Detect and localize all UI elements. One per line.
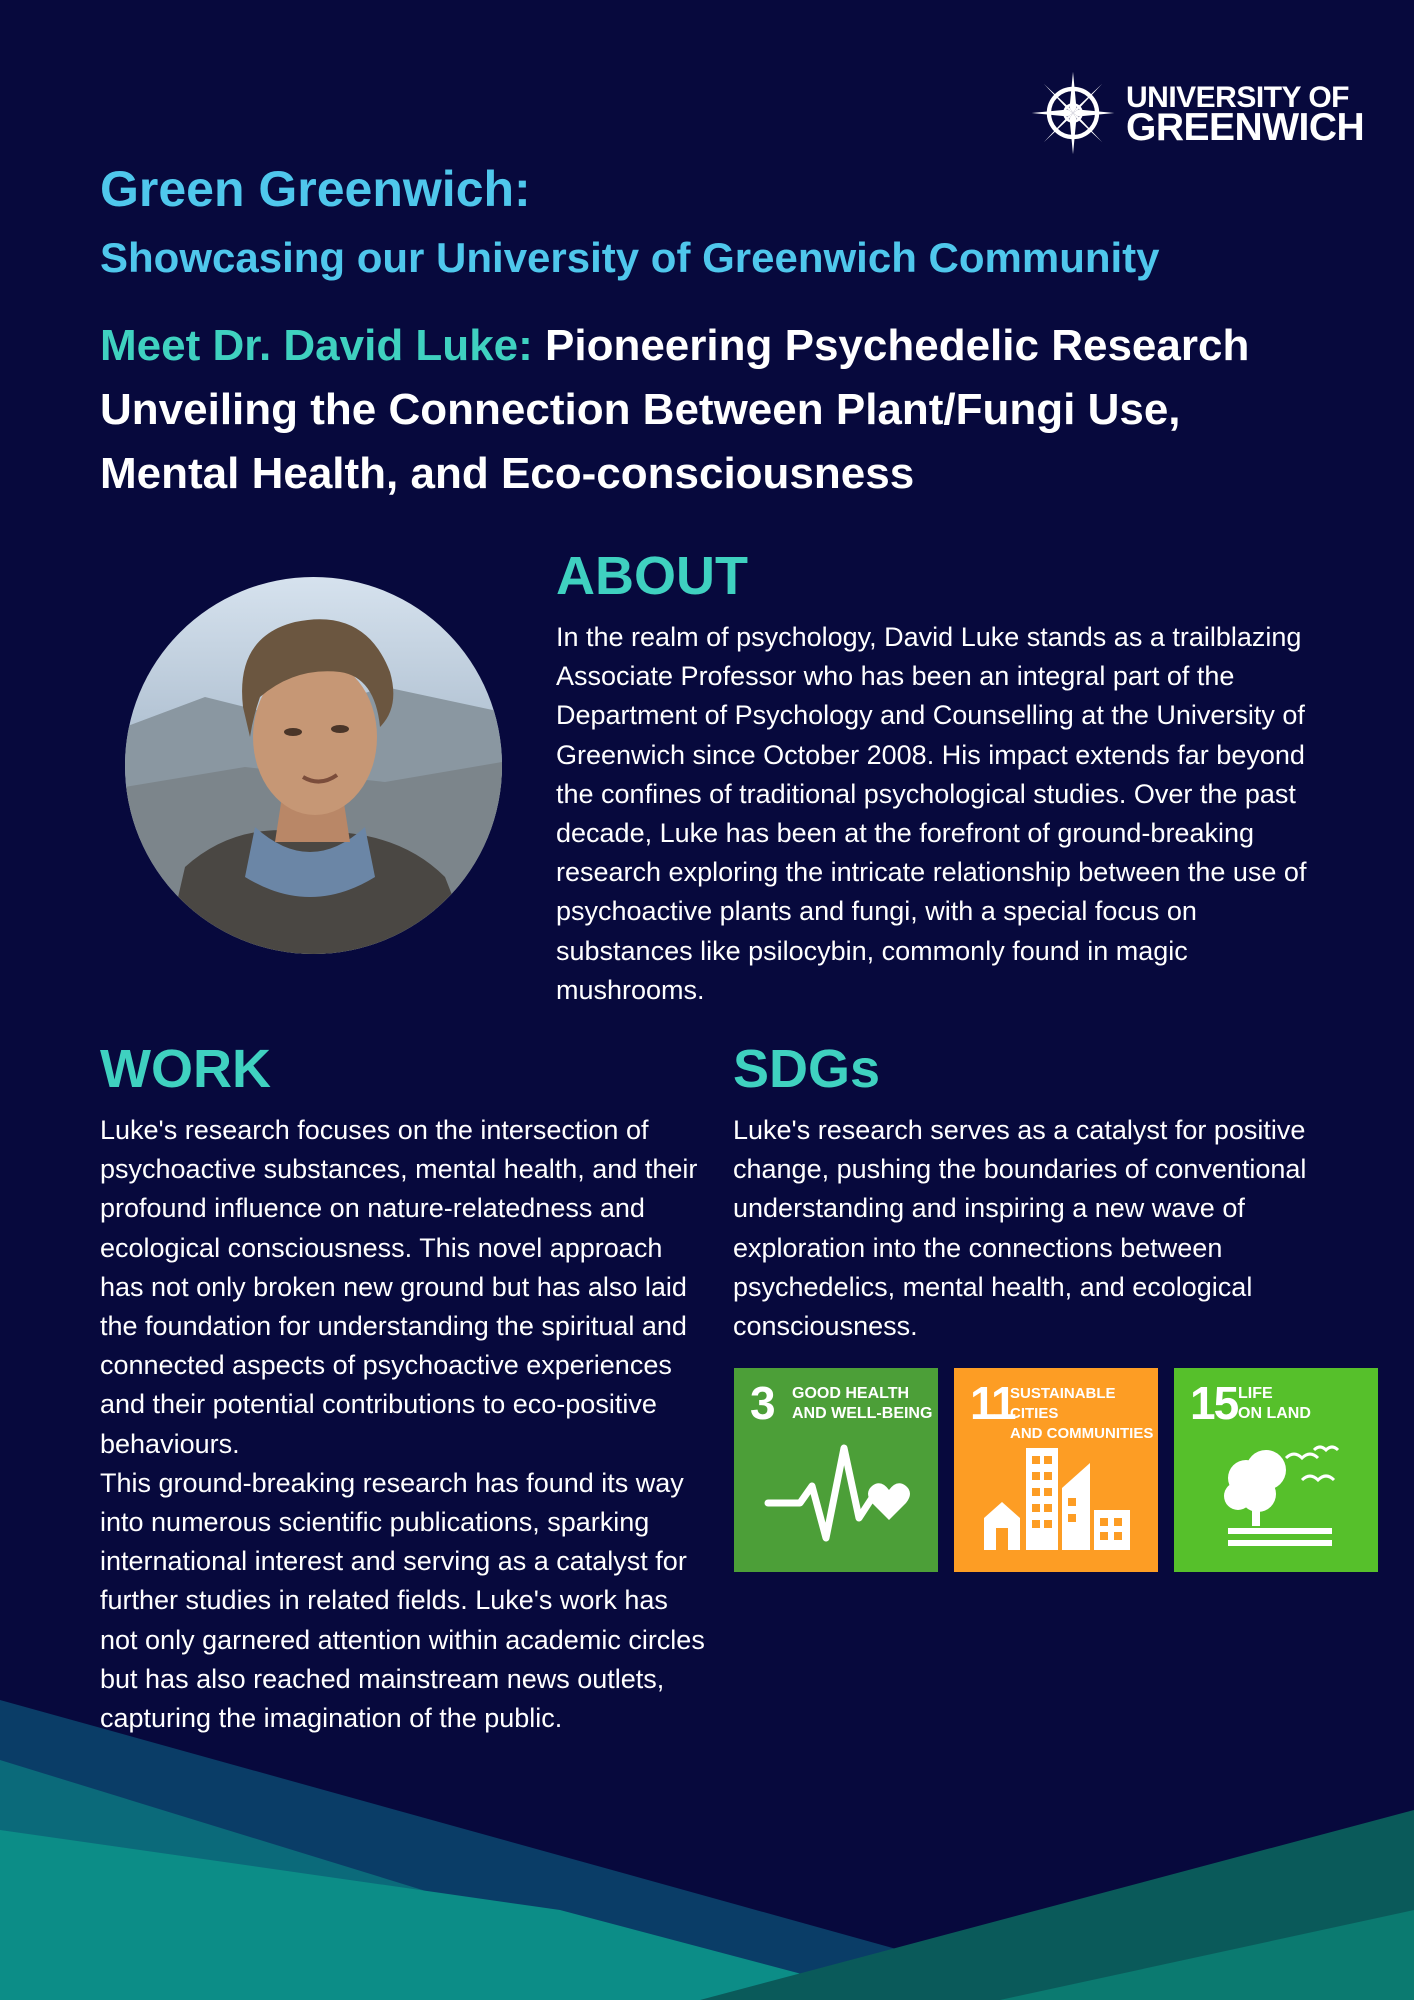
sdg-label: SUSTAINABLE CITIES AND COMMUNITIES	[1010, 1385, 1154, 1442]
logo-wordmark	[1126, 81, 1365, 149]
compass-rose-icon	[1030, 70, 1116, 156]
feature-headline	[100, 314, 1320, 506]
work-paragraph: This ground-breaking research has found its way into numerous scientific publications, sparking international interest and serving as a catalyst for further studies in related fields. Luke's work has not only garnered attention within academic circles but has also reached mainstream news outlets, capturing the imagination of the public.	[100, 1467, 705, 1734]
sdg-label: GOOD HEALTH AND WELL-BEING	[792, 1385, 933, 1422]
logo-line-1: UNIVERSITY OF	[1126, 81, 1349, 114]
headline-topic: Pioneering Psychedelic Research Unveiling the Connection Between Plant/Fungi Use, Mental Health, and Eco-consciousness	[100, 321, 1250, 498]
page-title: Green Greenwich:	[100, 161, 531, 217]
sdg-number: 15	[1190, 1377, 1238, 1429]
logo-line-2: GREENWICH	[1126, 106, 1365, 149]
decorative-waves	[0, 1680, 1414, 2000]
university-logo	[1030, 68, 1365, 158]
work-body	[100, 1111, 710, 1738]
about-text: In the realm of psychology, David Luke stands as a trailblazing Associate Professor who has been an integral part of the Department of Psychology and Counselling at the University of Greenwich since October 2008. His impact extends far beyond the confines of traditional psychological studies. Over the past decade, Luke has been at the forefront of ground-breaking research exploring the intricate relationship between the use of psychoactive plants and fungi, with a special focus on substances like psilocybin, commonly found in magic mushrooms.	[556, 622, 1307, 1005]
headline-name: Meet Dr. David Luke:	[100, 321, 533, 370]
sdg-number: 11	[970, 1377, 1015, 1429]
sdg-tile-3	[734, 1368, 938, 1572]
page-subtitle: Showcasing our University of Greenwich Community	[100, 234, 1160, 281]
sdgs-heading: SDGs	[733, 1039, 881, 1099]
sdg-tile-15	[1174, 1368, 1378, 1572]
sdg-tile-11	[954, 1368, 1158, 1572]
work-heading: WORK	[100, 1039, 271, 1099]
sdg-label: LIFE ON LAND	[1238, 1385, 1311, 1422]
about-heading: ABOUT	[556, 546, 748, 606]
sdgs-text: Luke's research serves as a catalyst for positive change, pushing the boundaries of conventional understanding and inspiring a new wave of exploration into the connections between psychedelics, mental health, and ecological consciousness.	[733, 1115, 1307, 1342]
portrait-photo	[125, 577, 502, 954]
sdg-number: 3	[750, 1377, 774, 1429]
work-paragraph: Luke's research focuses on the intersection of psychoactive substances, mental health, and their profound influence on nature-relatedness and ecological consciousness. This novel approach has not only broken new ground but has also laid the foundation for understanding the spiritual and connected aspects of psychoactive experiences and their potential contributions to eco-positive behaviours.	[100, 1115, 698, 1459]
